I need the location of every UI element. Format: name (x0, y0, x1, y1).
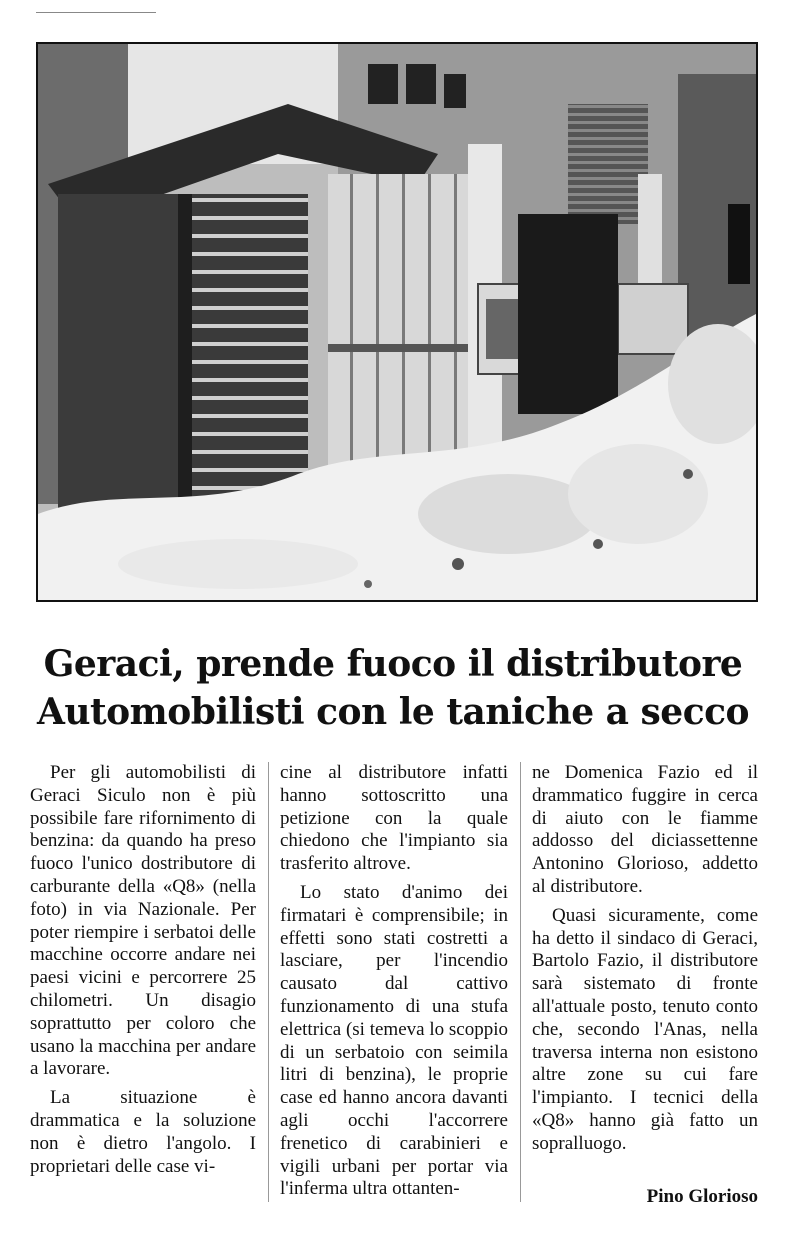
article-column-1 (30, 762, 256, 1184)
headline-line-2: Automobilisti con le taniche a secco (36, 691, 750, 733)
paragraph: Per gli automobilisti di Geraci Siculo non è più possibile fare rifornimento di benzina: da quando ha preso fuoco l'unico dostributore di carburante della «Q8» (nella foto) in via Nazionale. Per poter riempire i serbatoi delle macchine occorre andare nei paesi vicini e percorrere 25 chilometri. Un disagio soprattutto per coloro che usano la macchina per andare a lavorare. (30, 762, 256, 1080)
article-photo (36, 42, 758, 602)
paragraph: La situazione è drammatica e la soluzione non è dietro l'angolo. I proprietari delle case vi- (30, 1087, 256, 1177)
byline: Pino Glorioso (646, 1186, 758, 1207)
paragraph: Quasi sicuramente, come ha detto il sindaco di Geraci, Bartolo Fazio, il distributore sarà sistemato di fronte all'attuale posto, tenuto conto che, secondo l'Anas, nella traversa interna non esistono altre zone su cui fare l'impianto. I tecnici della «Q8» hanno già fatto un sopralluogo. (532, 904, 758, 1154)
paragraph: Lo stato d'animo dei firmatari è comprensibile; in effetti sono stati costretti a lasciare, per l'incendio causato dal cattivo funzionamento di una stufa elettrica (si temeva lo scoppio di un serbatoio con seimila litri di benzina), le proprie case ed hanno ancora davanti agli occhi l'accorrere frenetico di carabinieri e vigili urbani per portar via l'inferma ultra ottanten- (280, 881, 508, 1200)
column-separator (520, 762, 521, 1202)
article-headline (20, 640, 766, 736)
paragraph: ne Domenica Fazio ed il drammatico fuggire in cerca di aiuto con le fiamme addosso del diciassettenne Antonino Glorioso, addetto al distributore. (532, 762, 758, 897)
headline-line-1: Geraci, prende fuoco il distributore (43, 643, 743, 685)
article-column-2 (280, 762, 508, 1207)
paragraph: cine al distributore infatti hanno sottoscritto una petizione con la quale chiedono che l'impianto sia trasferito altrove. (280, 762, 508, 875)
top-rule (36, 12, 156, 13)
column-separator (268, 762, 269, 1202)
article-column-3 (532, 762, 758, 1162)
